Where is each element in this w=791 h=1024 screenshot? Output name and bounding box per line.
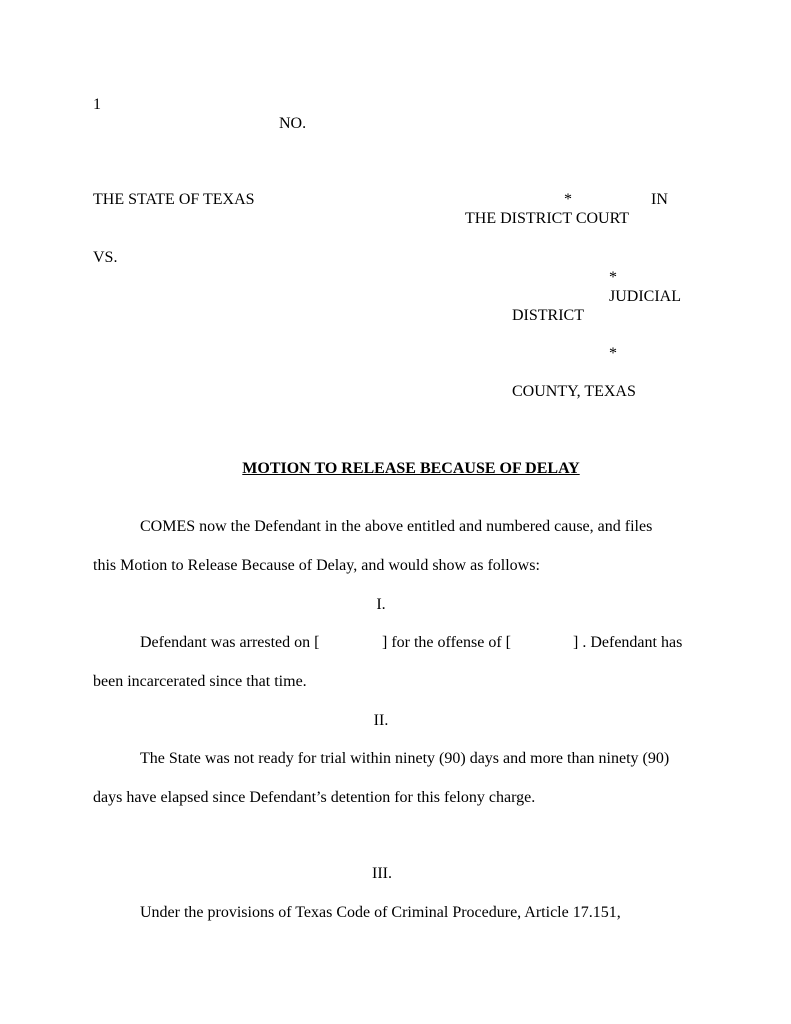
court-in-label: IN	[651, 191, 668, 208]
cause-number-label: NO.	[279, 115, 307, 132]
section-numeral: III.	[372, 865, 392, 882]
judicial-label: JUDICIAL	[609, 288, 681, 305]
section-text: Defendant was arrested on [	[140, 634, 320, 651]
intro-paragraph-line: this Motion to Release Because of Delay, and would show as follows:	[93, 557, 540, 574]
section-text: Under the provisions of Texas Code of Criminal Procedure, Article 17.151,	[140, 904, 621, 921]
page-number: 1	[93, 96, 101, 113]
section-numeral: II.	[373, 712, 389, 729]
versus-label: VS.	[93, 249, 118, 266]
document-title: MOTION TO RELEASE BECAUSE OF DELAY	[242, 460, 580, 477]
section-text: ] . Defendant has	[573, 634, 683, 651]
county-label: COUNTY, TEXAS	[512, 383, 636, 400]
section-text: days have elapsed since Defendant’s detention for this felony charge.	[93, 789, 536, 806]
section-numeral: I.	[376, 596, 386, 613]
court-name: THE DISTRICT COURT	[465, 210, 630, 227]
plaintiff-name: THE STATE OF TEXAS	[93, 191, 255, 208]
district-label: DISTRICT	[512, 307, 584, 324]
caption-separator: *	[564, 191, 572, 208]
caption-separator: *	[609, 345, 617, 362]
section-text: ] for the offense of [	[382, 634, 511, 651]
section-text: been incarcerated since that time.	[93, 673, 307, 690]
caption-separator: *	[609, 269, 617, 286]
section-text: The State was not ready for trial within ninety (90) days and more than ninety (90)	[140, 750, 670, 767]
intro-paragraph-line: COMES now the Defendant in the above entitled and numbered cause, and files	[140, 518, 653, 535]
